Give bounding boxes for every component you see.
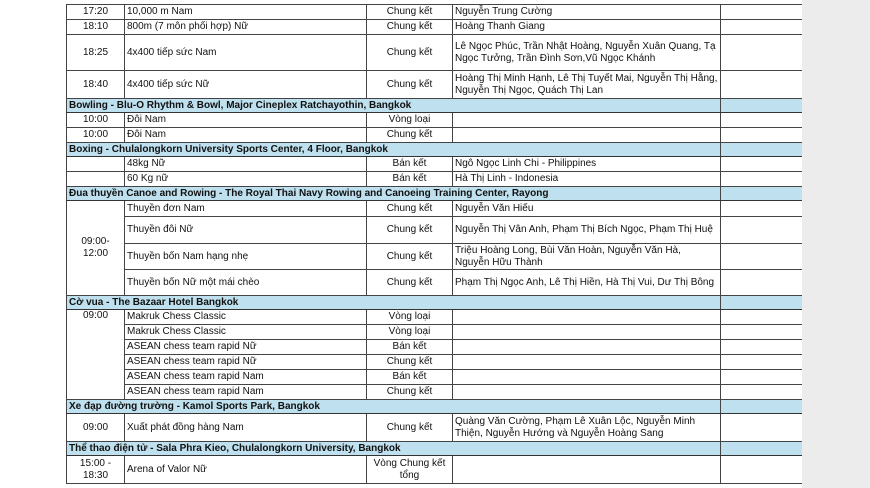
extra-cell: [721, 340, 803, 355]
time-cell: 10:00: [67, 113, 125, 128]
table-row: [67, 325, 803, 340]
extra-cell: [721, 172, 803, 187]
page-margin-right: [802, 0, 870, 488]
event-cell: 10,000 m Nam: [125, 5, 367, 20]
extra-cell: [721, 157, 803, 172]
event-cell: ASEAN chess team rapid Nữ: [125, 355, 367, 370]
table-row: [67, 128, 803, 143]
table-row: [67, 157, 803, 172]
event-cell: Makruk Chess Classic: [125, 325, 367, 340]
section-header-row: [67, 187, 803, 201]
athletes-cell: Nguyễn Văn Hiếu: [453, 201, 721, 217]
section-header-bowling: Bowling - Blu-O Rhythm & Bowl, Major Cineplex Ratchayothin, Bangkok: [67, 99, 721, 113]
section-header-extra: [721, 99, 803, 113]
athletes-cell: Hoàng Thanh Giang: [453, 20, 721, 35]
table-row: [67, 370, 803, 385]
table-row: [67, 71, 803, 99]
time-cell: 18:40: [67, 71, 125, 99]
section-header-row: [67, 143, 803, 157]
event-cell: 60 Kg nữ: [125, 172, 367, 187]
table-row: [67, 414, 803, 442]
schedule-table: [66, 4, 803, 484]
table-row: [67, 35, 803, 71]
event-cell: Đôi Nam: [125, 128, 367, 143]
section-header-boxing: Boxing - Chulalongkorn University Sports Center, 4 Floor, Bangkok: [67, 143, 721, 157]
extra-cell: [721, 270, 803, 296]
section-header-extra: [721, 143, 803, 157]
stage-cell: Bán kết: [367, 157, 453, 172]
athletes-cell: Quàng Văn Cường, Phạm Lê Xuân Lộc, Nguyễn Minh Thiện, Nguyễn Hướng và Nguyễn Hoàng Sang: [453, 414, 721, 442]
time-cell: 18:10: [67, 20, 125, 35]
table-row: [67, 20, 803, 35]
stage-cell: Bán kết: [367, 172, 453, 187]
event-cell: Thuyền bốn Nữ một mái chèo: [125, 270, 367, 296]
section-header-canoe: Đua thuyền Canoe and Rowing - The Royal Thai Navy Rowing and Canoeing Training Center, Rayong: [67, 187, 721, 201]
event-cell: 4x400 tiếp sức Nữ: [125, 71, 367, 99]
extra-cell: [721, 71, 803, 99]
athletes-cell: Hoàng Thị Minh Hạnh, Lê Thị Tuyết Mai, Nguyễn Thị Hằng, Nguyễn Thị Ngọc, Quách Thị Lan: [453, 71, 721, 99]
time-cell: 09:00: [67, 414, 125, 442]
section-header-chess: Cờ vua - The Bazaar Hotel Bangkok: [67, 296, 721, 310]
stage-cell: Chung kết: [367, 355, 453, 370]
page-margin-left: [0, 0, 66, 488]
time-cell: 09:00-12:00: [67, 201, 125, 296]
section-header-row: [67, 99, 803, 113]
athletes-cell: Ngô Ngọc Linh Chi - Philippines: [453, 157, 721, 172]
event-cell: ASEAN chess team rapid Nam: [125, 385, 367, 400]
athletes-cell: [453, 340, 721, 355]
extra-cell: [721, 244, 803, 270]
table-row: [67, 340, 803, 355]
athletes-cell: [453, 128, 721, 143]
event-cell: Makruk Chess Classic: [125, 310, 367, 325]
extra-cell: [721, 201, 803, 217]
stage-cell: Bán kết: [367, 340, 453, 355]
time-cell: [67, 157, 125, 172]
stage-cell: Chung kết: [367, 20, 453, 35]
section-header-row: [67, 400, 803, 414]
section-header-extra: [721, 187, 803, 201]
event-cell: 800m (7 môn phối hợp) Nữ: [125, 20, 367, 35]
extra-cell: [721, 310, 803, 325]
time-cell: 18:25: [67, 35, 125, 71]
stage-cell: Chung kết: [367, 270, 453, 296]
event-cell: Thuyền đôi Nữ: [125, 217, 367, 244]
stage-cell: Chung kết: [367, 71, 453, 99]
event-cell: ASEAN chess team rapid Nam: [125, 370, 367, 385]
extra-cell: [721, 355, 803, 370]
stage-cell: Bán kết: [367, 370, 453, 385]
athletes-cell: Lê Ngọc Phúc, Trần Nhật Hoàng, Nguyễn Xuân Quang, Tạ Ngọc Tưởng, Trần Đình Sơn,Vũ Ngọc Khánh: [453, 35, 721, 71]
table-row: [67, 201, 803, 217]
event-cell: Arena of Valor Nữ: [125, 456, 367, 484]
table-row: [67, 456, 803, 484]
athletes-cell: [453, 355, 721, 370]
extra-cell: [721, 128, 803, 143]
time-cell: 10:00: [67, 128, 125, 143]
table-row: [67, 5, 803, 20]
section-header-extra: [721, 400, 803, 414]
stage-cell: Vòng loại: [367, 325, 453, 340]
extra-cell: [721, 35, 803, 71]
event-cell: ASEAN chess team rapid Nữ: [125, 340, 367, 355]
athletes-cell: [453, 310, 721, 325]
athletes-cell: Nguyễn Thị Vân Anh, Phạm Thị Bích Ngọc, Phạm Thị Huệ: [453, 217, 721, 244]
table-row: [67, 244, 803, 270]
event-cell: Thuyền bốn Nam hạng nhẹ: [125, 244, 367, 270]
athletes-cell: [453, 325, 721, 340]
section-header-row: [67, 296, 803, 310]
extra-cell: [721, 456, 803, 484]
stage-cell: Chung kết: [367, 414, 453, 442]
section-header-esports: Thể thao điện tử - Sala Phra Kieo, Chulalongkorn University, Bangkok: [67, 442, 721, 456]
athletes-cell: Phạm Thị Ngọc Anh, Lê Thị Hiền, Hà Thị Vui, Dư Thị Bông: [453, 270, 721, 296]
time-cell: [67, 172, 125, 187]
section-header-extra: [721, 296, 803, 310]
event-cell: 4x400 tiếp sức Nam: [125, 35, 367, 71]
stage-cell: Vòng loại: [367, 310, 453, 325]
extra-cell: [721, 5, 803, 20]
stage-cell: Chung kết: [367, 128, 453, 143]
stage-cell: Chung kết: [367, 201, 453, 217]
extra-cell: [721, 217, 803, 244]
time-cell: 15:00 - 18:30: [67, 456, 125, 484]
table-row: [67, 310, 803, 325]
extra-cell: [721, 414, 803, 442]
time-cell: 17:20: [67, 5, 125, 20]
table-row: [67, 217, 803, 244]
stage-cell: Chung kết: [367, 217, 453, 244]
stage-cell: Chung kết: [367, 35, 453, 71]
event-cell: Xuất phát đồng hàng Nam: [125, 414, 367, 442]
event-cell: Đôi Nam: [125, 113, 367, 128]
time-cell: 09:00: [67, 310, 125, 400]
athletes-cell: [453, 456, 721, 484]
athletes-cell: Triệu Hoàng Long, Bùi Văn Hoàn, Nguyễn Văn Hà, Nguyễn Hữu Thành: [453, 244, 721, 270]
table-row: [67, 270, 803, 296]
extra-cell: [721, 370, 803, 385]
extra-cell: [721, 385, 803, 400]
stage-cell: Vòng Chung kết tổng: [367, 456, 453, 484]
stage-cell: Vòng loại: [367, 113, 453, 128]
table-row: [67, 113, 803, 128]
athletes-cell: [453, 113, 721, 128]
section-header-row: [67, 442, 803, 456]
stage-cell: Chung kết: [367, 385, 453, 400]
section-header-cycling: Xe đạp đường trường - Kamol Sports Park, Bangkok: [67, 400, 721, 414]
event-cell: 48kg Nữ: [125, 157, 367, 172]
athletes-cell: [453, 370, 721, 385]
extra-cell: [721, 325, 803, 340]
athletes-cell: [453, 385, 721, 400]
event-cell: Thuyền đơn Nam: [125, 201, 367, 217]
stage-cell: Chung kết: [367, 5, 453, 20]
table-row: [67, 355, 803, 370]
athletes-cell: Nguyễn Trung Cường: [453, 5, 721, 20]
section-header-extra: [721, 442, 803, 456]
extra-cell: [721, 20, 803, 35]
athletes-cell: Hà Thị Linh - Indonesia: [453, 172, 721, 187]
stage-cell: Chung kết: [367, 244, 453, 270]
table-row: [67, 172, 803, 187]
table-row: [67, 385, 803, 400]
extra-cell: [721, 113, 803, 128]
